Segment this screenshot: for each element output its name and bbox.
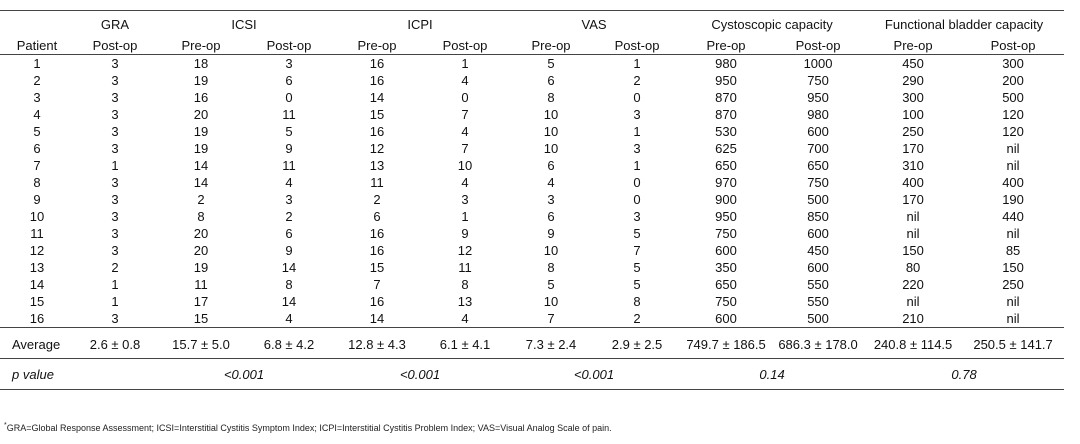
table-cell: 170 xyxy=(902,192,924,207)
subheader-cell: Pre-op xyxy=(332,37,422,55)
table-cell: 4 xyxy=(461,124,469,139)
table-cell: 2 xyxy=(633,73,641,88)
table-cell: 6 xyxy=(285,73,293,88)
table-cell: nil xyxy=(1006,311,1020,326)
table-cell: 9 xyxy=(547,226,555,241)
table-cell: 600 xyxy=(715,243,737,258)
table-cell: 18 xyxy=(193,56,209,71)
average-cell: 686.3 ± 178.0 xyxy=(772,328,864,359)
pvalue-functional: 0.78 xyxy=(864,359,1064,390)
table-cell: 9 xyxy=(461,226,469,241)
table-cell: 750 xyxy=(715,294,737,309)
table-cell: 20 xyxy=(193,226,209,241)
table-cell: 85 xyxy=(1005,243,1021,258)
subheader-cell: Patient xyxy=(0,37,74,55)
table-cell: 8 xyxy=(33,175,41,190)
table-cell: 600 xyxy=(715,311,737,326)
table-cell: 7 xyxy=(633,243,641,258)
table-cell: 2 xyxy=(285,209,293,224)
average-cell: 6.1 ± 4.1 xyxy=(422,328,508,359)
table-cell: 300 xyxy=(902,90,924,105)
table-cell: 310 xyxy=(902,158,924,173)
pvalue-label: p value xyxy=(0,359,74,390)
table-cell: 850 xyxy=(807,209,829,224)
table-cell: 0 xyxy=(633,175,641,190)
table-cell: 15 xyxy=(193,311,209,326)
table-cell: 6 xyxy=(547,158,555,173)
table-cell: 80 xyxy=(905,260,921,275)
table-cell: 4 xyxy=(285,311,293,326)
table-cell: 250 xyxy=(902,124,924,139)
subheader-cell: Post-op xyxy=(772,37,864,55)
group-icsi: ICSI xyxy=(156,11,332,38)
table-cell: 6 xyxy=(33,141,41,156)
table-cell: 250 xyxy=(1002,277,1024,292)
table-cell: 0 xyxy=(285,90,293,105)
table-cell: 1 xyxy=(111,277,119,292)
table-cell: 950 xyxy=(715,209,737,224)
table-cell: 170 xyxy=(902,141,924,156)
table-cell: nil xyxy=(1006,158,1020,173)
table-cell: nil xyxy=(906,226,920,241)
pvalue-cystoscopic: 0.14 xyxy=(680,359,864,390)
table-cell: 6 xyxy=(547,209,555,224)
table-cell: 220 xyxy=(902,277,924,292)
table-cell: 6 xyxy=(373,209,381,224)
patient-group-blank xyxy=(0,11,74,38)
table-cell: 17 xyxy=(193,294,209,309)
table-cell: 3 xyxy=(285,56,293,71)
table-cell: 1 xyxy=(461,209,469,224)
table-cell: 950 xyxy=(715,73,737,88)
table-cell: 14 xyxy=(369,90,385,105)
table-row xyxy=(0,89,1064,106)
table-cell: 15 xyxy=(369,260,385,275)
table-cell: 10 xyxy=(543,124,559,139)
table-cell: 4 xyxy=(33,107,41,122)
table-cell: 870 xyxy=(715,90,737,105)
table-cell: 0 xyxy=(633,192,641,207)
table-row xyxy=(0,106,1064,123)
table-cell: 3 xyxy=(111,175,119,190)
table-cell: 7 xyxy=(33,158,41,173)
table-cell: 5 xyxy=(33,124,41,139)
table-cell: 19 xyxy=(193,124,209,139)
table-cell: 9 xyxy=(285,243,293,258)
table-cell: 10 xyxy=(543,294,559,309)
average-cell: 250.5 ± 141.7 xyxy=(962,328,1064,359)
table-cell: 16 xyxy=(369,243,385,258)
table-cell: 980 xyxy=(715,56,737,71)
subheader-cell: Pre-op xyxy=(156,37,246,55)
table-cell: 10 xyxy=(543,243,559,258)
table-cell: 3 xyxy=(111,311,119,326)
table-cell: 5 xyxy=(633,226,641,241)
table-body xyxy=(0,55,1064,328)
table-cell: 3 xyxy=(111,141,119,156)
table-cell: 600 xyxy=(807,226,829,241)
table-cell: 11 xyxy=(370,175,384,190)
table-row xyxy=(0,276,1064,293)
table-cell: 3 xyxy=(461,192,469,207)
table-cell: 14 xyxy=(281,294,297,309)
table-cell: nil xyxy=(1006,141,1020,156)
table-cell: 550 xyxy=(807,277,829,292)
pvalue-icsi: <0.001 xyxy=(156,359,332,390)
table-cell: 3 xyxy=(111,56,119,71)
table-cell: 13 xyxy=(457,294,473,309)
pvalue-row xyxy=(0,359,1064,390)
table-cell: 10 xyxy=(543,141,559,156)
table-cell: 120 xyxy=(1002,107,1024,122)
table-cell: 12 xyxy=(29,243,45,258)
average-cell: 2.6 ± 0.8 xyxy=(74,328,156,359)
table-cell: 950 xyxy=(807,90,829,105)
table-cell: 11 xyxy=(194,277,208,292)
results-table-container xyxy=(0,10,1068,390)
table-row xyxy=(0,174,1064,191)
table-cell: 3 xyxy=(111,226,119,241)
table-cell: 210 xyxy=(902,311,924,326)
table-cell: 7 xyxy=(547,311,555,326)
table-cell: 3 xyxy=(111,192,119,207)
table-cell: 4 xyxy=(461,311,469,326)
pvalue-gra xyxy=(74,359,156,390)
average-row xyxy=(0,328,1064,359)
table-cell: 450 xyxy=(902,56,924,71)
table-cell: 3 xyxy=(633,107,641,122)
average-cell: 12.8 ± 4.3 xyxy=(332,328,422,359)
table-cell: 7 xyxy=(373,277,381,292)
table-cell: 980 xyxy=(807,107,829,122)
table-cell: 2 xyxy=(111,260,119,275)
table-cell: 150 xyxy=(902,243,924,258)
table-cell: 16 xyxy=(369,124,385,139)
average-cell: 15.7 ± 5.0 xyxy=(156,328,246,359)
footnote-text: GRA=Global Response Assessment; ICSI=Interstitial Cystitis Symptom Index; ICPI=Interstitial Cystitis Problem Index; VAS=Visual Analog Scale of pain. xyxy=(6,423,612,433)
table-cell: 100 xyxy=(902,107,924,122)
subheader-cell: Post-op xyxy=(422,37,508,55)
table-cell: 8 xyxy=(547,90,555,105)
table-row xyxy=(0,191,1064,208)
average-label: Average xyxy=(0,328,74,359)
table-row xyxy=(0,72,1064,89)
table-cell: 13 xyxy=(29,260,45,275)
table-cell: 11 xyxy=(282,107,296,122)
table-cell: 190 xyxy=(1002,192,1024,207)
table-cell: 5 xyxy=(547,56,555,71)
table-cell: 3 xyxy=(633,141,641,156)
table-cell: 4 xyxy=(461,73,469,88)
table-cell: 3 xyxy=(111,243,119,258)
table-cell: 9 xyxy=(33,192,41,207)
table-cell: 16 xyxy=(369,56,385,71)
table-cell: 650 xyxy=(807,158,829,173)
table-cell: 20 xyxy=(193,107,209,122)
table-cell: nil xyxy=(906,209,920,224)
table-cell: 4 xyxy=(461,175,469,190)
pvalue-icpi: <0.001 xyxy=(332,359,508,390)
table-cell: 3 xyxy=(111,124,119,139)
table-cell: 16 xyxy=(369,73,385,88)
table-row xyxy=(0,55,1064,73)
table-row xyxy=(0,293,1064,310)
table-cell: 600 xyxy=(807,124,829,139)
group-cystoscopic-capacity: Cystoscopic capacity xyxy=(680,11,864,38)
table-cell: 8 xyxy=(197,209,205,224)
table-row xyxy=(0,157,1064,174)
table-cell: 3 xyxy=(285,192,293,207)
table-cell: 1 xyxy=(111,158,119,173)
table-cell: 870 xyxy=(715,107,737,122)
table-cell: 11 xyxy=(30,226,44,241)
table-cell: 6 xyxy=(285,226,293,241)
group-header-row xyxy=(0,11,1064,38)
table-cell: 14 xyxy=(193,175,209,190)
table-cell: 9 xyxy=(285,141,293,156)
subheader-cell: Pre-op xyxy=(864,37,962,55)
table-cell: 16 xyxy=(369,294,385,309)
table-cell: 1 xyxy=(633,158,641,173)
table-cell: 19 xyxy=(193,73,209,88)
table-cell: 12 xyxy=(457,243,473,258)
table-cell: 8 xyxy=(461,277,469,292)
table-cell: 8 xyxy=(633,294,641,309)
group-gra: GRA xyxy=(74,11,156,38)
table-cell: 14 xyxy=(281,260,297,275)
table-cell: 1 xyxy=(461,56,469,71)
table-cell: 14 xyxy=(29,277,45,292)
table-cell: 16 xyxy=(193,90,209,105)
table-cell: 400 xyxy=(1002,175,1024,190)
table-cell: 4 xyxy=(547,175,555,190)
footnote xyxy=(4,422,612,433)
table-cell: 3 xyxy=(111,90,119,105)
table-cell: 0 xyxy=(461,90,469,105)
table-cell: 120 xyxy=(1002,124,1024,139)
table-cell: 5 xyxy=(633,260,641,275)
table-cell: 1000 xyxy=(803,56,833,71)
table-cell: 500 xyxy=(1002,90,1024,105)
table-row xyxy=(0,242,1064,259)
table-cell: 19 xyxy=(193,141,209,156)
table-cell: 3 xyxy=(111,209,119,224)
table-row xyxy=(0,123,1064,140)
table-cell: 3 xyxy=(33,90,41,105)
footnote-mark: * xyxy=(4,422,7,429)
table-cell: 15 xyxy=(369,107,385,122)
group-vas: VAS xyxy=(508,11,680,38)
average-cell: 6.8 ± 4.2 xyxy=(246,328,332,359)
average-cell: 7.3 ± 2.4 xyxy=(508,328,594,359)
table-cell: 1 xyxy=(633,56,641,71)
table-cell: 650 xyxy=(715,277,737,292)
table-cell: 350 xyxy=(715,260,737,275)
table-cell: 20 xyxy=(193,243,209,258)
table-cell: 650 xyxy=(715,158,737,173)
table-cell: 750 xyxy=(807,175,829,190)
table-row xyxy=(0,225,1064,242)
table-cell: 12 xyxy=(369,141,385,156)
table-cell: 6 xyxy=(547,73,555,88)
table-row xyxy=(0,310,1064,328)
table-cell: 440 xyxy=(1002,209,1024,224)
subheader-cell: Post-op xyxy=(962,37,1064,55)
table-cell: nil xyxy=(1006,226,1020,241)
table-cell: 200 xyxy=(1002,73,1024,88)
table-cell: 14 xyxy=(369,311,385,326)
table-cell: 19 xyxy=(193,260,209,275)
table-cell: 15 xyxy=(29,294,45,309)
table-cell: 3 xyxy=(633,209,641,224)
table-cell: 3 xyxy=(547,192,555,207)
results-table xyxy=(0,10,1064,390)
table-cell: 2 xyxy=(197,192,205,207)
table-cell: 290 xyxy=(902,73,924,88)
table-cell: nil xyxy=(1006,294,1020,309)
table-cell: 10 xyxy=(457,158,473,173)
average-cell: 749.7 ± 186.5 xyxy=(680,328,772,359)
table-cell: 3 xyxy=(111,73,119,88)
table-cell: 500 xyxy=(807,311,829,326)
table-cell: 300 xyxy=(1002,56,1024,71)
subheader-cell: Post-op xyxy=(246,37,332,55)
table-cell: 0 xyxy=(633,90,641,105)
table-row xyxy=(0,208,1064,225)
table-cell: 5 xyxy=(285,124,293,139)
table-cell: 1 xyxy=(111,294,119,309)
table-cell: 7 xyxy=(461,141,469,156)
subheader-cell: Post-op xyxy=(594,37,680,55)
group-icpi: ICPI xyxy=(332,11,508,38)
subheader-cell: Pre-op xyxy=(508,37,594,55)
table-cell: 5 xyxy=(633,277,641,292)
table-cell: 900 xyxy=(715,192,737,207)
table-cell: 3 xyxy=(111,107,119,122)
subheader-row xyxy=(0,37,1064,55)
table-cell: 1 xyxy=(33,56,41,71)
table-cell: 16 xyxy=(29,311,45,326)
table-cell: 2 xyxy=(33,73,41,88)
table-cell: 1 xyxy=(633,124,641,139)
table-cell: 750 xyxy=(715,226,737,241)
table-cell: 2 xyxy=(373,192,381,207)
table-cell: nil xyxy=(906,294,920,309)
pvalue-vas: <0.001 xyxy=(508,359,680,390)
table-cell: 11 xyxy=(282,158,296,173)
table-cell: 16 xyxy=(369,226,385,241)
table-cell: 500 xyxy=(807,192,829,207)
table-cell: 8 xyxy=(547,260,555,275)
table-cell: 530 xyxy=(715,124,737,139)
group-functional-bladder-capacity: Functional bladder capacity xyxy=(864,11,1064,38)
table-cell: 8 xyxy=(285,277,293,292)
table-cell: 11 xyxy=(458,260,472,275)
table-cell: 150 xyxy=(1002,260,1024,275)
table-cell: 4 xyxy=(285,175,293,190)
average-cell: 240.8 ± 114.5 xyxy=(864,328,962,359)
table-cell: 700 xyxy=(807,141,829,156)
table-cell: 600 xyxy=(807,260,829,275)
table-cell: 10 xyxy=(543,107,559,122)
table-cell: 5 xyxy=(547,277,555,292)
table-row xyxy=(0,259,1064,276)
table-cell: 2 xyxy=(633,311,641,326)
table-cell: 10 xyxy=(29,209,45,224)
table-cell: 14 xyxy=(193,158,209,173)
table-cell: 400 xyxy=(902,175,924,190)
table-cell: 970 xyxy=(715,175,737,190)
table-cell: 625 xyxy=(715,141,737,156)
subheader-cell: Post-op xyxy=(74,37,156,55)
subheader-cell: Pre-op xyxy=(680,37,772,55)
table-row xyxy=(0,140,1064,157)
average-cell: 2.9 ± 2.5 xyxy=(594,328,680,359)
table-cell: 450 xyxy=(807,243,829,258)
table-cell: 13 xyxy=(369,158,385,173)
table-cell: 7 xyxy=(461,107,469,122)
table-cell: 550 xyxy=(807,294,829,309)
table-cell: 750 xyxy=(807,73,829,88)
